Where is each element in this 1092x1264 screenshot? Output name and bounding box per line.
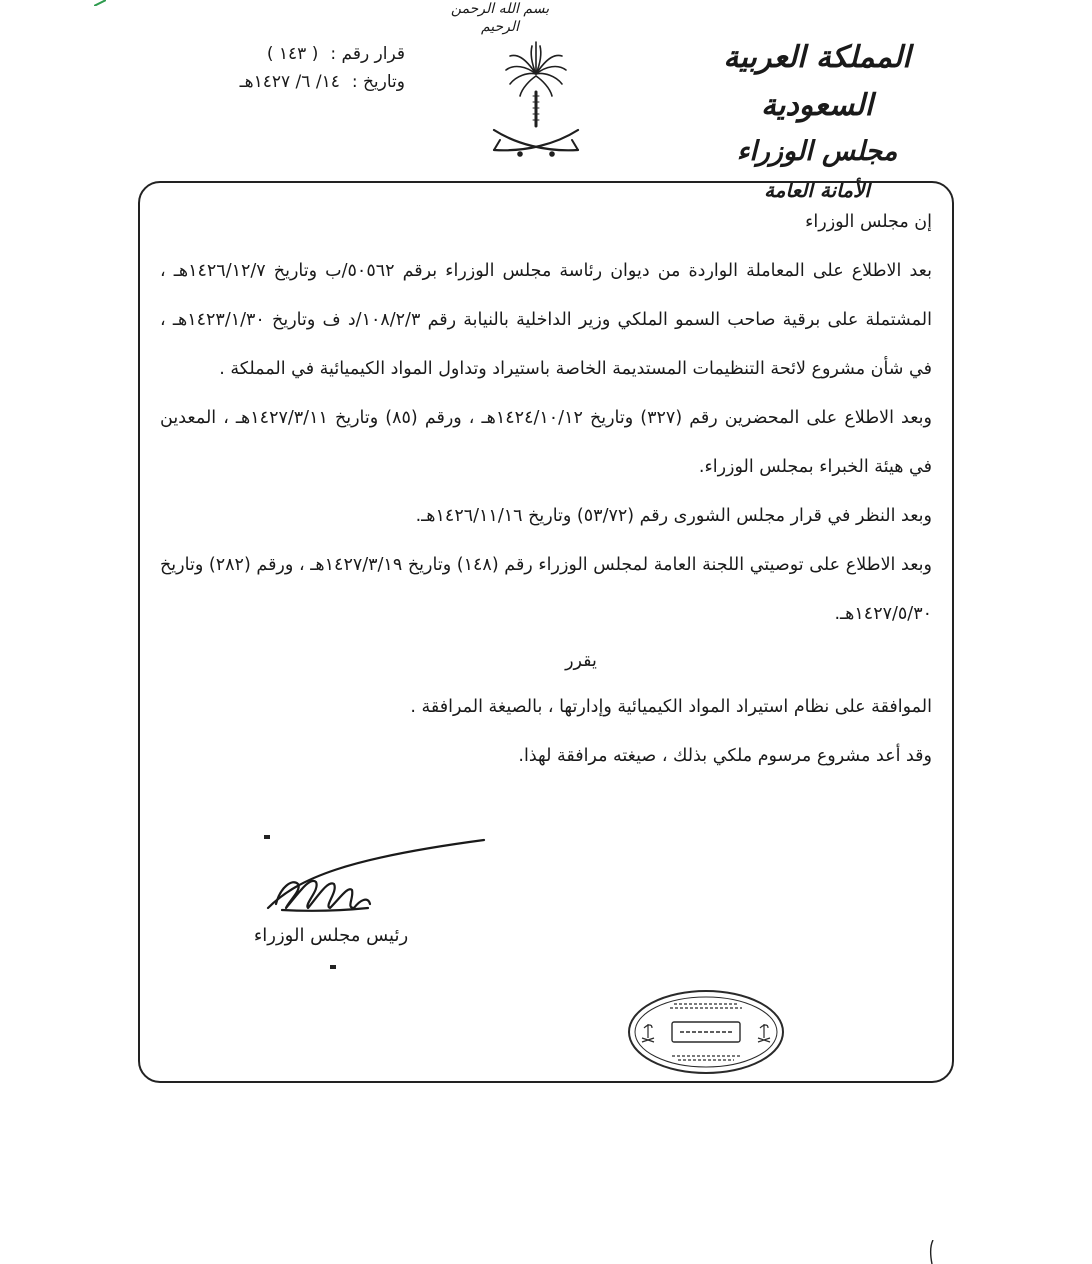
paragraph-2: وبعد الاطلاع على المحضرين رقم (٣٢٧) وتاريخ ١٤٢٤/١٠/١٢هـ ، ورقم (٨٥) وتاريخ ١٤٢٧/٣/١١هـ ، المعدين في هيئة الخبراء بمجلس الوزراء. xyxy=(160,408,932,477)
basmala: بسم الله الرحمن الرحيم xyxy=(450,1,550,35)
decides-heading: يقرر xyxy=(565,651,597,671)
signatory-title: رئيس مجلس الوزراء xyxy=(253,925,409,946)
date-value: ١٤/ ٦/ ١٤٢٧هـ xyxy=(239,72,340,92)
handwritten-signature xyxy=(258,838,498,928)
council-name: مجلس الوزراء xyxy=(736,136,898,167)
decision-date-row xyxy=(160,68,405,96)
decree-body xyxy=(160,198,932,781)
decision-label: قرار رقم : xyxy=(330,44,405,64)
date-label: وتاريخ : xyxy=(351,72,405,92)
decision-number: ( ١٤٣ ) xyxy=(266,44,319,64)
paragraph-1: بعد الاطلاع على المعاملة الواردة من ديوان رئاسة مجلس الوزراء برقم ٥٠٥٦٢/ب وتاريخ ١٤٢٦/١٢/٧هـ ، المشتملة على برقية صاحب السمو الملكي وزير الداخلية بالنيابة رقم ١٠٨/٢/٣/د ف وتاريخ ١٤٢٣/١/٣٠هـ ، في شأن مشروع لائحة التنظيمات المستديمة الخاصة باستيراد وتداول المواد الكيميائية في المملكة . xyxy=(160,261,932,379)
official-stamp xyxy=(626,988,786,1076)
decision-number-row xyxy=(160,40,405,68)
bottom-edge-mark xyxy=(928,1240,938,1264)
secretariat-name: الأمانة العامة xyxy=(764,178,870,202)
decision-reference xyxy=(160,40,405,96)
decision-clause-1: الموافقة على نظام استيراد المواد الكيميائية وإدارتها ، بالصيغة المرافقة . xyxy=(410,697,932,717)
opening-line: إن مجلس الوزراء xyxy=(805,212,932,232)
paragraph-4: وبعد الاطلاع على توصيتي اللجنة العامة لمجلس الوزراء رقم (١٤٨) وتاريخ ١٤٢٧/٣/١٩هـ ، ورقم (٢٨٢) وتاريخ ١٤٢٧/٥/٣٠هـ. xyxy=(160,555,932,624)
decision-clause-2: وقد أعد مشروع مرسوم ملكي بذلك ، صيغته مرافقة لهذا. xyxy=(518,746,932,766)
signature-mark-bottom xyxy=(330,965,336,969)
saudi-emblem-icon xyxy=(486,34,586,164)
paragraph-3: وبعد النظر في قرار مجلس الشورى رقم (٥٣/٧٢) وتاريخ ١٤٢٦/١١/١٦هـ. xyxy=(415,506,932,526)
kingdom-name: المملكة العربية السعودية xyxy=(723,40,911,123)
corner-mark xyxy=(94,0,106,6)
